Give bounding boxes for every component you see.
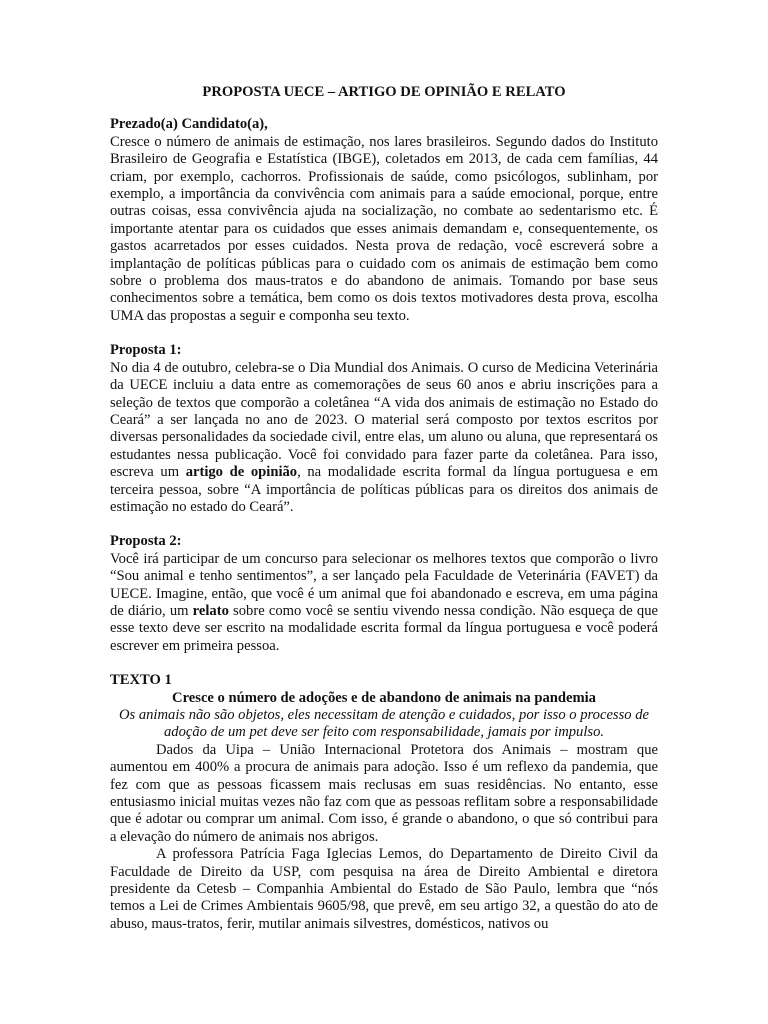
proposta1-text-part1: No dia 4 de outubro, celebra-se o Dia Mundial dos Animais. O curso de Medicina Veterinária da UECE incluiu a data entre as comemorações de seus 60 anos e abriu inscrições para a seleção de textos que comporão a coletânea “A vida dos animais de estimação no Estado do Ceará” a ser lançada no ano de 2023. O material será composto por textos escritos por diversas personalidades da sociedade civil, entre elas, um aluno ou aluna, que representará os estudantes nessa publicação. Você foi convidado para fazer parte da coletânea. Para isso, escreva um	[110, 359, 658, 481]
spacer	[110, 516, 658, 533]
spacer	[110, 325, 658, 342]
proposta2-text-part1: Você irá participar de um concurso para selecionar os melhores textos que comporão o livro “Sou animal e tenho sentimentos”, a ser lançado pela Faculdade de Veterinária (FAVET) da UECE. Imagine, então, que você é um animal que foi abandonado e escreva, em uma página de diário, um	[110, 550, 658, 619]
proposta2-bold-term: relato	[192, 602, 229, 619]
texto1-paragraph-2: A professora Patrícia Faga Iglecias Lemos, do Departamento de Direito Civil da Faculdade de Direito da USP, com pesquisa na área de Direito Ambiental e diretora presidente da Cetesb – Companhia Ambiental do Estado de São Paulo, lembra que “nós temos a Lei de Crimes Ambientais 9605/98, que prevê, em seu artigo 32, a questão do ato de abuso, maus-tratos, ferir, mutilar animais silvestres, domésticos, nativos ou	[110, 846, 658, 932]
spacer	[110, 655, 658, 672]
proposta1-heading: Proposta 1:	[110, 342, 182, 359]
proposta2-text	[110, 551, 658, 655]
proposta2-heading: Proposta 2:	[110, 533, 182, 550]
proposta1-text	[110, 360, 658, 517]
texto1-heading: TEXTO 1	[110, 672, 172, 689]
proposta2-text-part2: sobre como você se sentiu vivendo nessa condição. Não esqueça de que esse texto deve ser escrito na modalidade escrita formal da língua portuguesa e você poderá escrever em primeira pessoa.	[110, 602, 658, 654]
texto1-paragraph-1: Dados da Uipa – União Internacional Protetora dos Animais – mostram que aumentou em 400% a procura de animais para adoção. Isso é um reflexo da pandemia, que fez com que as pessoas ficassem mais reclusas em suas residências. No entanto, esse entusiasmo inicial muitas vezes não faz com que as pessoas reflitam sobre a responsabilidade que é adotar ou comprar um animal. Com isso, é grande o abandono, o que só contribui para a elevação do número de animais nos abrigos.	[110, 741, 658, 845]
greeting: Prezado(a) Candidato(a),	[110, 116, 268, 133]
document-title: PROPOSTA UECE – ARTIGO DE OPINIÃO E RELATO	[202, 84, 566, 100]
texto1-lead: Os animais não são objetos, eles necessitam de atenção e cuidados, por isso o processo de adoção de um pet deve ser feito com responsabilidade, jamais por impulso.	[118, 707, 650, 741]
texto1-headline: Cresce o número de adoções e de abandono de animais na pandemia	[172, 689, 596, 706]
intro-paragraph: Cresce o número de animais de estimação, nos lares brasileiros. Segundo dados do Instituto Brasileiro de Geografia e Estatística (IBGE), coletados em 2013, de cada cem famílias, 44 criam, por exemplo, cachorros. Profissionais de saúde, como psicólogos, sublinham, por exemplo, a importância da convivência com animais para a saúde emocional, porque, entre outras coisas, essa convivência ajuda na socialização, no combate ao sedentarismo etc. É importante atentar para os cuidados que esses animais demandam e, consequentemente, os gastos acarretados por esses cuidados. Nesta prova de redação, você escreverá sobre a implantação de políticas públicas para o cuidado com os animais de estimação bem como sobre o problema dos maus-tratos e do abandono de animais. Tomando por base seus conhecimentos sobre a temática, bem como os dois textos motivadores desta prova, escolha UMA das propostas a seguir e componha seu texto.	[110, 133, 658, 324]
document-page	[110, 84, 658, 933]
proposta1-bold-term: artigo de opinião	[185, 464, 298, 481]
proposta1-text-part2: , na modalidade escrita formal da língua portuguesa e em terceira pessoa, sobre “A importância de políticas públicas para os direitos dos animais de estimação no estado do Ceará”.	[110, 464, 658, 515]
